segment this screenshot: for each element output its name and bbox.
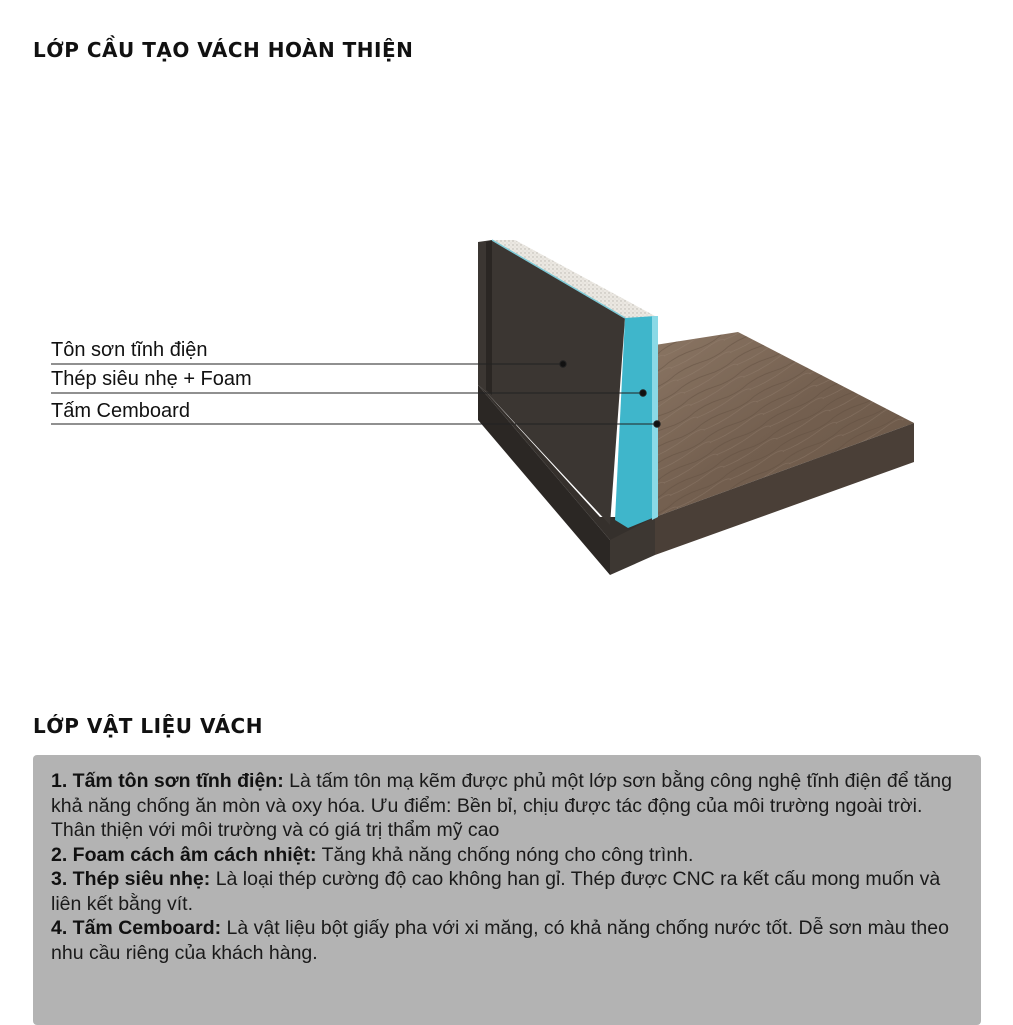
wood-floor: [655, 332, 914, 555]
label-steel-foam: Thép siêu nhẹ + Foam: [51, 368, 252, 390]
section-title-materials: LỚP VẬT LIỆU VÁCH: [33, 714, 263, 738]
materials-description-box: [33, 755, 981, 1025]
material-item: 3. Thép siêu nhẹ: Là loại thép cường độ cao không han gỉ. Thép được CNC ra kết cấu mong muốn và liên kết bằng vít.: [51, 868, 941, 915]
material-item: 4. Tấm Cemboard: Là vật liệu bột giấy pha với xi măng, có khả năng chống nước tốt. Dễ sơn màu theo nhu cầu riêng của khách hàng.: [51, 917, 949, 964]
material-item: 2. Foam cách âm cách nhiệt: Tăng khả năng chống nóng cho công trình.: [51, 843, 694, 866]
section-title-structure: LỚP CẦU TẠO VÁCH HOÀN THIỆN: [33, 38, 414, 62]
label-steel-panel: Tôn sơn tĩnh điện: [51, 339, 208, 361]
label-cemboard: Tấm Cemboard: [51, 400, 190, 422]
material-item: 1. Tấm tôn sơn tĩnh điện: Là tấm tôn mạ kẽm được phủ một lớp sơn bằng công nghệ tĩnh điện để tăng khả năng chống ăn mòn và oxy hóa. Ưu điểm: Bền bỉ, chịu được tác động của môi trường ngoài trời. Thân thiện với môi trường và có giá trị thẩm mỹ cao: [51, 770, 952, 841]
